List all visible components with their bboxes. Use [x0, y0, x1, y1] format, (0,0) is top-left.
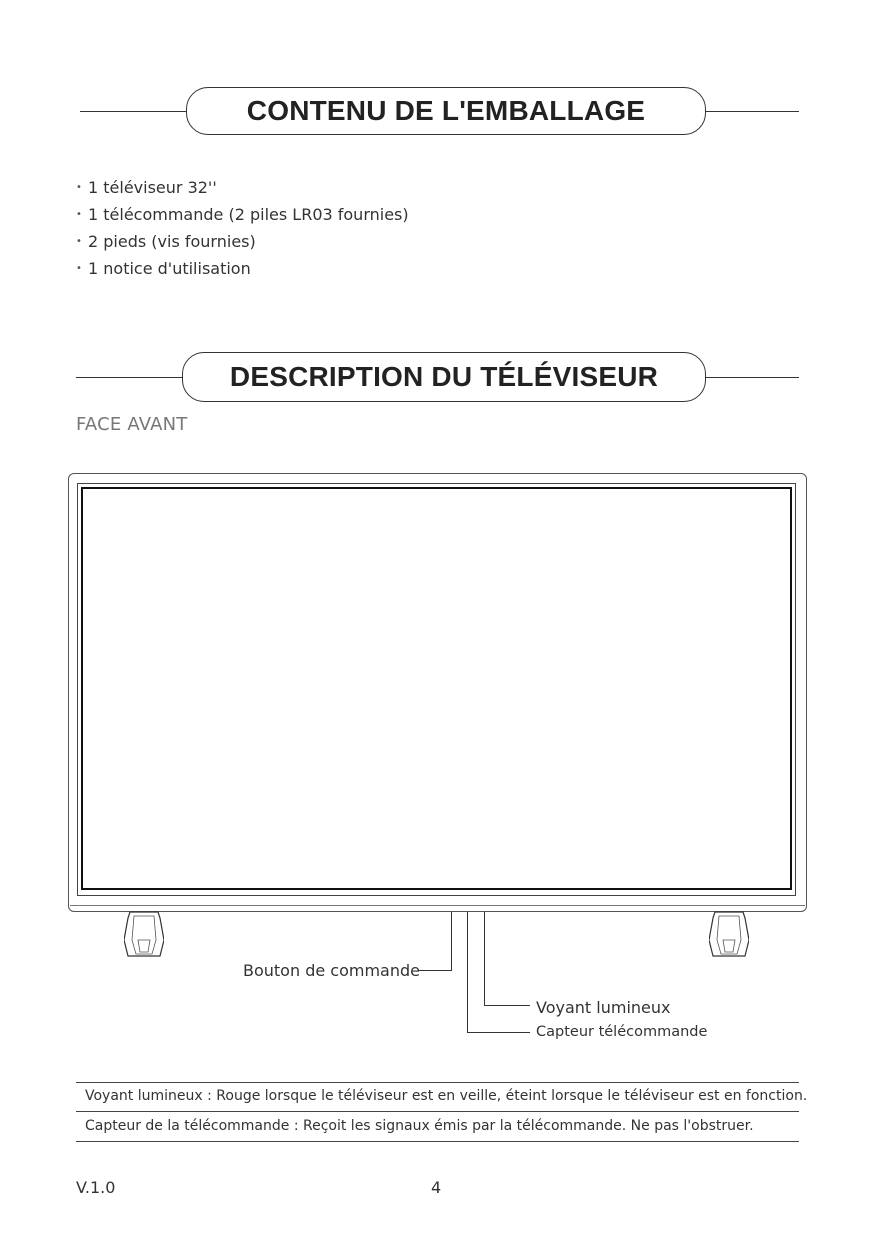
list-item: • 2 pieds (vis fournies) [76, 228, 409, 255]
tv-screen [81, 487, 792, 890]
callout-line-remote-sensor [467, 912, 468, 1033]
remote-sensor-label: Capteur télécommande [536, 1024, 708, 1040]
callout-line-indicator-light [484, 1005, 530, 1006]
callout-line-indicator-light [484, 912, 485, 1006]
tv-foot-left-icon [124, 910, 164, 960]
front-view-heading: FACE AVANT [76, 414, 188, 435]
section-title-package-contents [186, 87, 706, 135]
section-title-text: CONTENU DE L'EMBALLAGE [246, 95, 646, 126]
page-number: 4 [431, 1178, 442, 1197]
notes-divider [76, 1111, 799, 1112]
control-button-label: Bouton de commande [243, 961, 420, 980]
callout-line-remote-sensor [467, 1032, 530, 1033]
bullet-icon: • [76, 263, 82, 274]
callout-line-control-button [418, 970, 452, 971]
note-remote-sensor: Capteur de la télécommande : Reçoit les signaux émis par la télécommande. Ne pas l'obstruer. [85, 1118, 754, 1134]
list-item: • 1 télécommande (2 piles LR03 fournies) [76, 201, 409, 228]
tv-foot-right-icon [709, 910, 749, 960]
version-label: V.1.0 [76, 1178, 116, 1197]
section-title-tv-description [182, 352, 706, 402]
list-item: • 1 téléviseur 32'' [76, 174, 409, 201]
notes-divider [76, 1082, 799, 1083]
bullet-icon: • [76, 209, 82, 220]
note-indicator-light: Voyant lumineux : Rouge lorsque le téléviseur est en veille, éteint lorsque le téléviseur est en fonction. [85, 1088, 808, 1104]
section-rule-left [76, 377, 184, 378]
notes-divider [76, 1141, 799, 1142]
callout-line-control-button [451, 912, 452, 971]
bullet-icon: • [76, 182, 82, 193]
section-rule-left [80, 111, 188, 112]
tv-bottom-edge [70, 905, 805, 906]
section-title-text: DESCRIPTION DU TÉLÉVISEUR [229, 361, 659, 392]
section-rule-right [704, 377, 799, 378]
section-rule-right [704, 111, 799, 112]
list-item: • 1 notice d'utilisation [76, 255, 409, 282]
package-contents-list [76, 174, 409, 282]
indicator-light-label: Voyant lumineux [536, 998, 671, 1017]
bullet-icon: • [76, 236, 82, 247]
